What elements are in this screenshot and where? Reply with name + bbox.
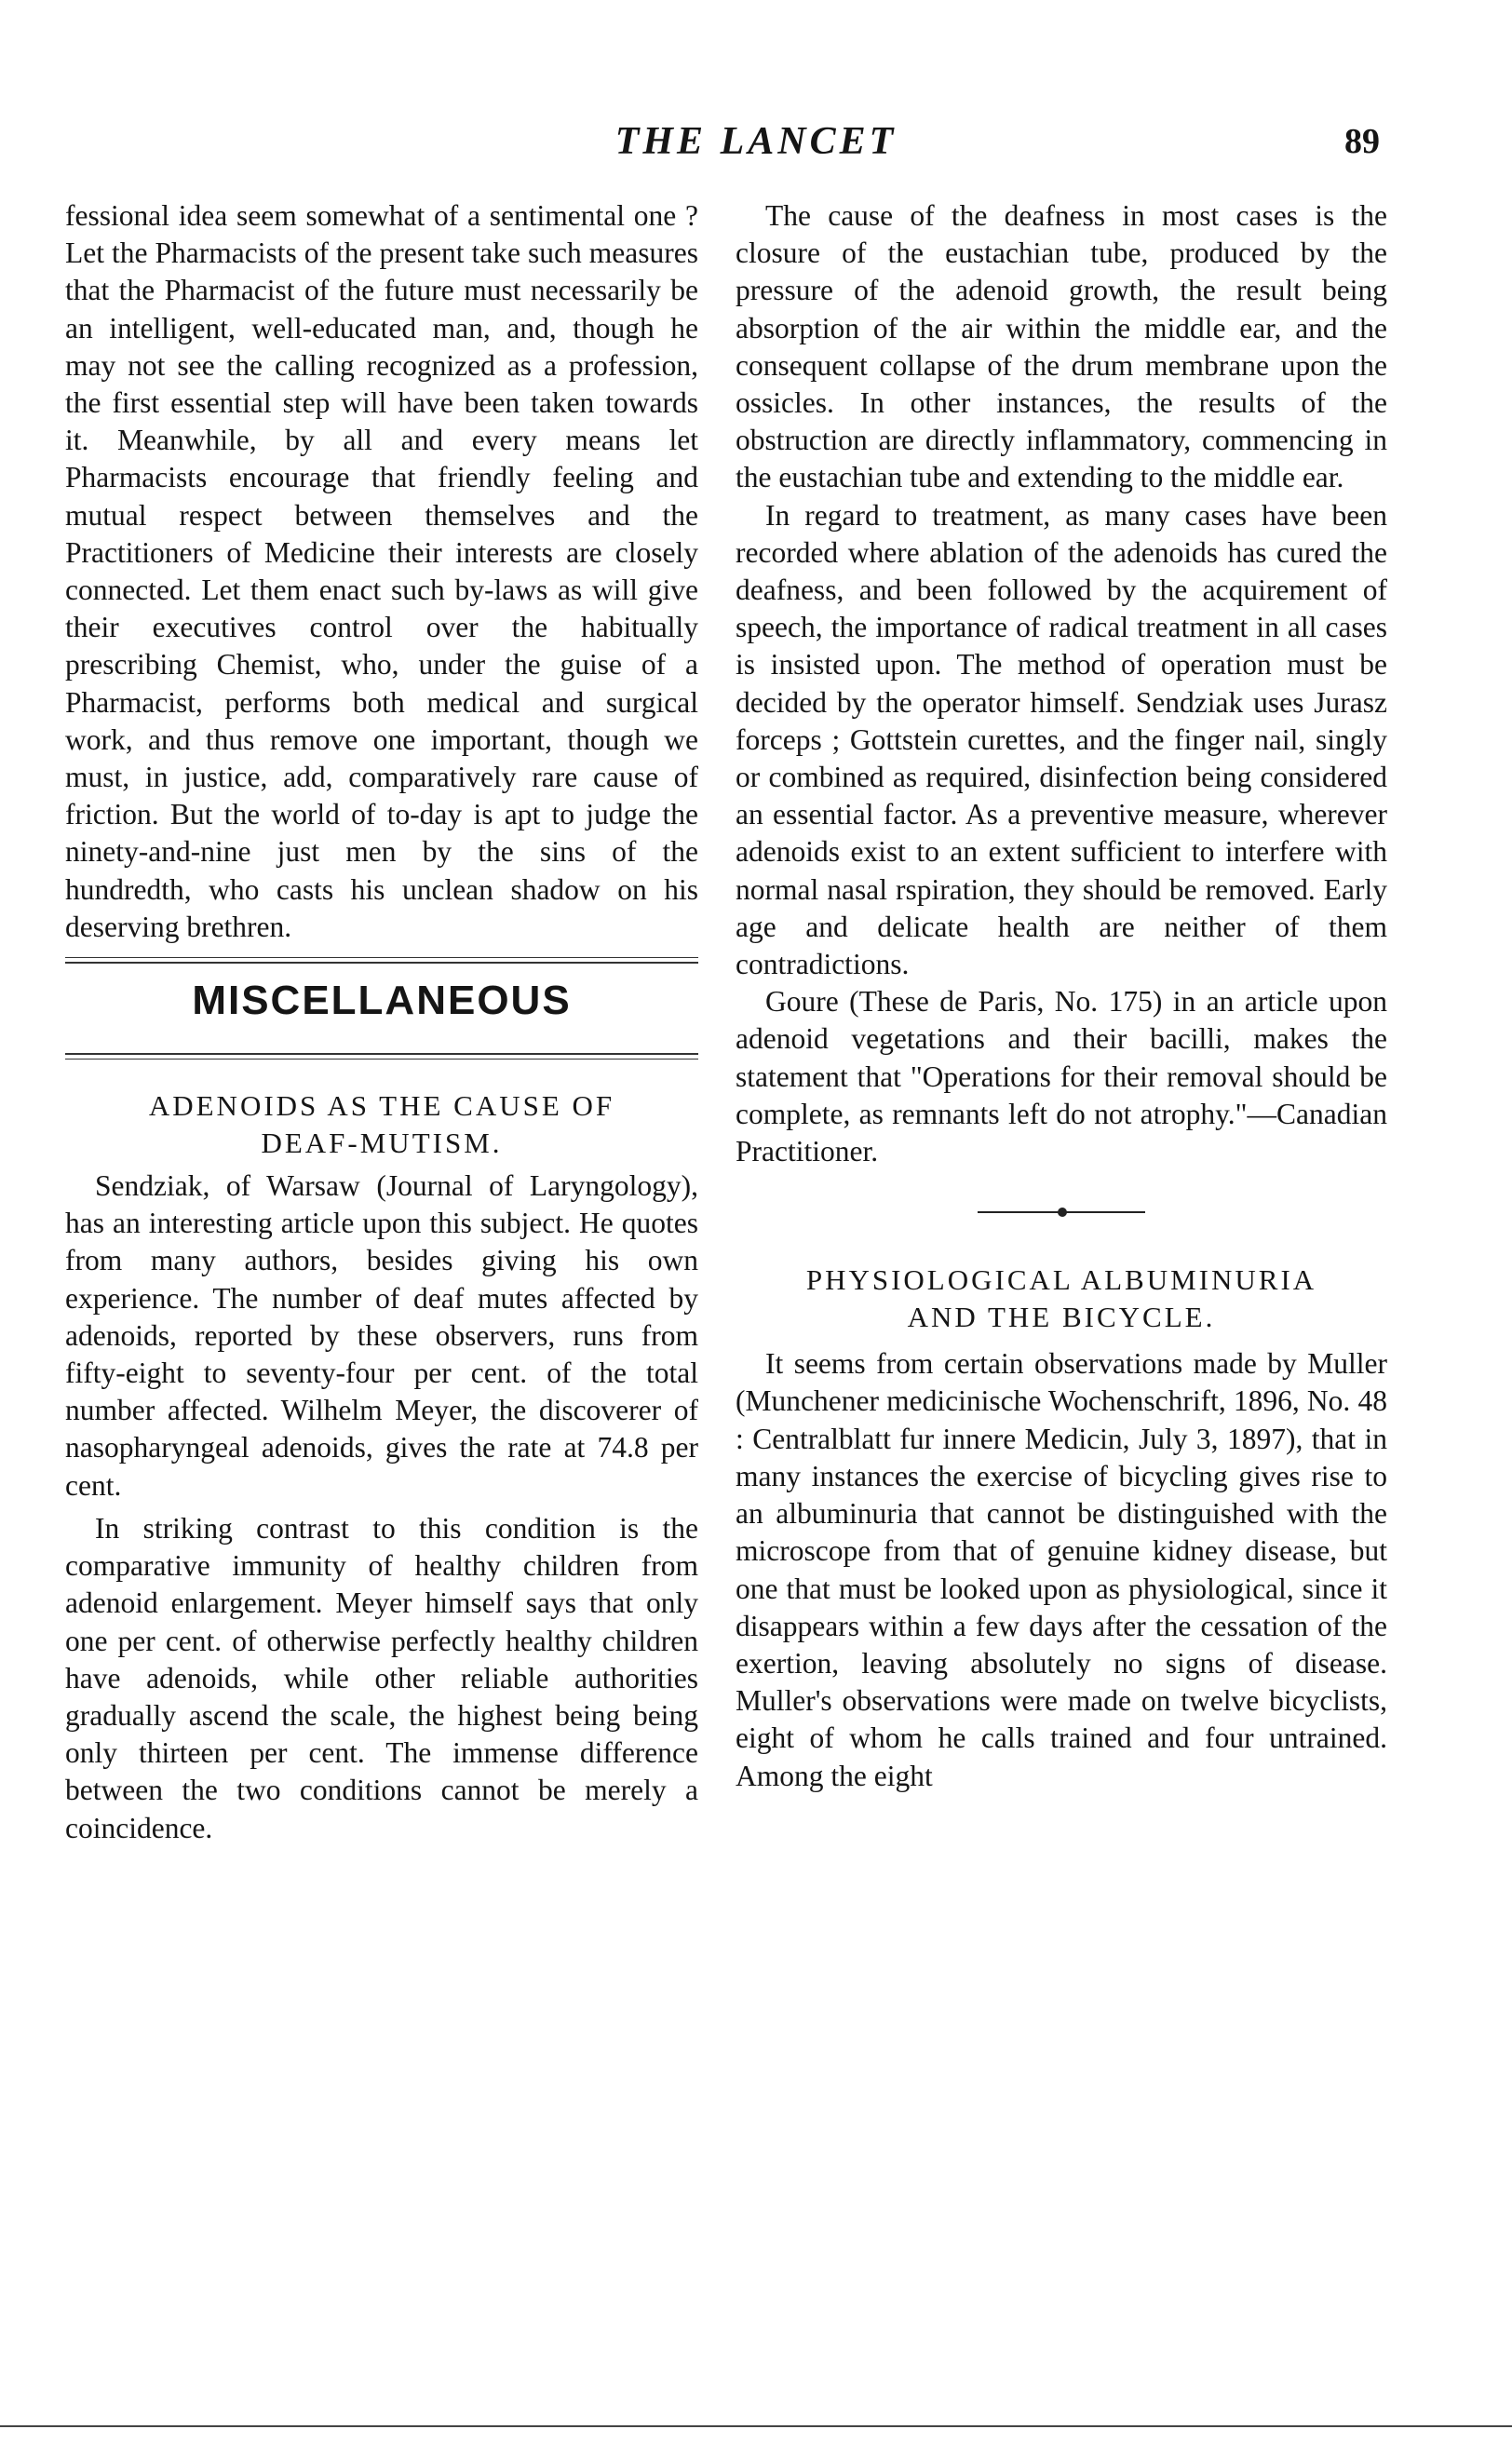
- article-title-line: ADENOIDS AS THE CAUSE OF: [148, 1089, 615, 1123]
- section-divider-top: [65, 957, 698, 964]
- article-title-line: DEAF-MUTISM.: [261, 1127, 503, 1160]
- left-column: [65, 197, 698, 1847]
- page-number: 89: [1344, 122, 1380, 161]
- paragraph: It seems from certain observations made by Muller (Munchener medicinische Wochenschrift, 1896, No. 48 : Centralblatt fur innere Medicin, July 3, 1897), that in many instances the exercise of bicycling gives rise to an albuminuria that cannot be distinguished with the microscope from that of genuine kidney disease, but one that must be looked upon as physiological, since it disappears within a few days after the cessation of the exertion, leaving absolutely no signs of disease. Muller's observations were made on twelve bicyclists, eight of whom he calls trained and four untrained. Among the eight: [736, 1347, 1387, 1792]
- paragraph: In striking contrast to this condition is the comparative immunity of healthy children from adenoid enlargement. Meyer himself says that only one per cent. of otherwise perfectly healthy children have adenoids, while other reliable authorities gradually ascend the scale, the highest being being only thirteen per cent. The immense difference between the two conditions cannot be merely a coincidence.: [65, 1511, 698, 1844]
- article-title-line: AND THE BICYCLE.: [907, 1301, 1216, 1334]
- section-heading: MISCELLANEOUS: [192, 978, 572, 1024]
- divider-line: [65, 1059, 698, 1060]
- article-title-albuminuria: [736, 1262, 1387, 1336]
- page-header: [0, 119, 1512, 184]
- paragraph: In regard to treatment, as many cases have been recorded where ablation of the adenoids has cured the deafness, and been followed by the acquirement of speech, the importance of radical treatment in all cases is insisted upon. The method of operation must be decided by the operator himself. Sendziak uses Jurasz forceps ; Gottstein curettes, and the finger nail, singly or combined as required, disinfection being considered an essential factor. As a preventive measure, wherever adenoids exist to an extent sufficient to interfere with normal nasal rspiration, they should be removed. Early age and delicate health are neither of them contradictions.: [736, 498, 1387, 981]
- divider-line: [65, 957, 698, 958]
- page-bottom-rule: [0, 2425, 1512, 2427]
- paragraph: Goure (These de Paris, No. 175) in an article upon adenoid vegetations and their bacilli, makes the statement that "Operations for their removal should be complete, as remnants left do not atrophy."—Canadian Practitioner.: [736, 985, 1387, 1168]
- ornament-dot-icon: [1058, 1208, 1067, 1217]
- article-title-adenoids: [65, 1087, 698, 1162]
- article-title-line: PHYSIOLOGICAL ALBUMINURIA: [805, 1263, 1317, 1297]
- paragraph: Sendziak, of Warsaw (Journal of Laryngology), has an interesting article upon this subject. He quotes from many authors, besides giving his own experience. The number of deaf mutes affected by adenoids, reported by these observers, runs from fifty-eight to seventy-four per cent. of the total number affected. Wilhelm Meyer, the discoverer of nasopharyngeal adenoids, gives the rate at 74.8 per cent.: [65, 1169, 698, 1502]
- divider-line: [65, 962, 698, 964]
- ornament-divider: [978, 1208, 1145, 1217]
- paragraph-continuation: fessional idea seem somewhat of a sentimental one ? Let the Pharmacists of the present take such measures that the Pharmacist of the future must necessarily be an intelligent, well-educated man, and, though he may not see the calling recognized as a profession, the first essential step will have been taken towards it. Meanwhile, by all and every means let Pharmacists encourage that friendly feeling and mutual respect between themselves and the Practitioners of Medicine their interests are closely connected. Let them enact such by-laws as will give their executives control over the habitually prescribing Chemist, who, under the guise of a Pharmacist, performs both medical and surgical work, and thus remove one important, though we must, in justice, add, comparatively rare cause of friction. But the world of to-day is apt to judge the ninety-and-nine just men by the sins of the hundredth, who casts his unclean shadow on his deserving brethren.: [65, 199, 698, 943]
- paragraph: The cause of the deafness in most cases is the closure of the eustachian tube, produced by the pressure of the adenoid growth, the result being absorption of the air within the middle ear, and the consequent collapse of the drum membrane upon the ossicles. In other instances, the results of the obstruction are directly inflammatory, commencing in the eustachian tube and extending to the middle ear.: [736, 199, 1387, 494]
- running-title: THE LANCET: [614, 120, 898, 163]
- section-divider-bottom: [65, 1053, 698, 1060]
- divider-line: [65, 1053, 698, 1055]
- right-column: [736, 197, 1387, 1795]
